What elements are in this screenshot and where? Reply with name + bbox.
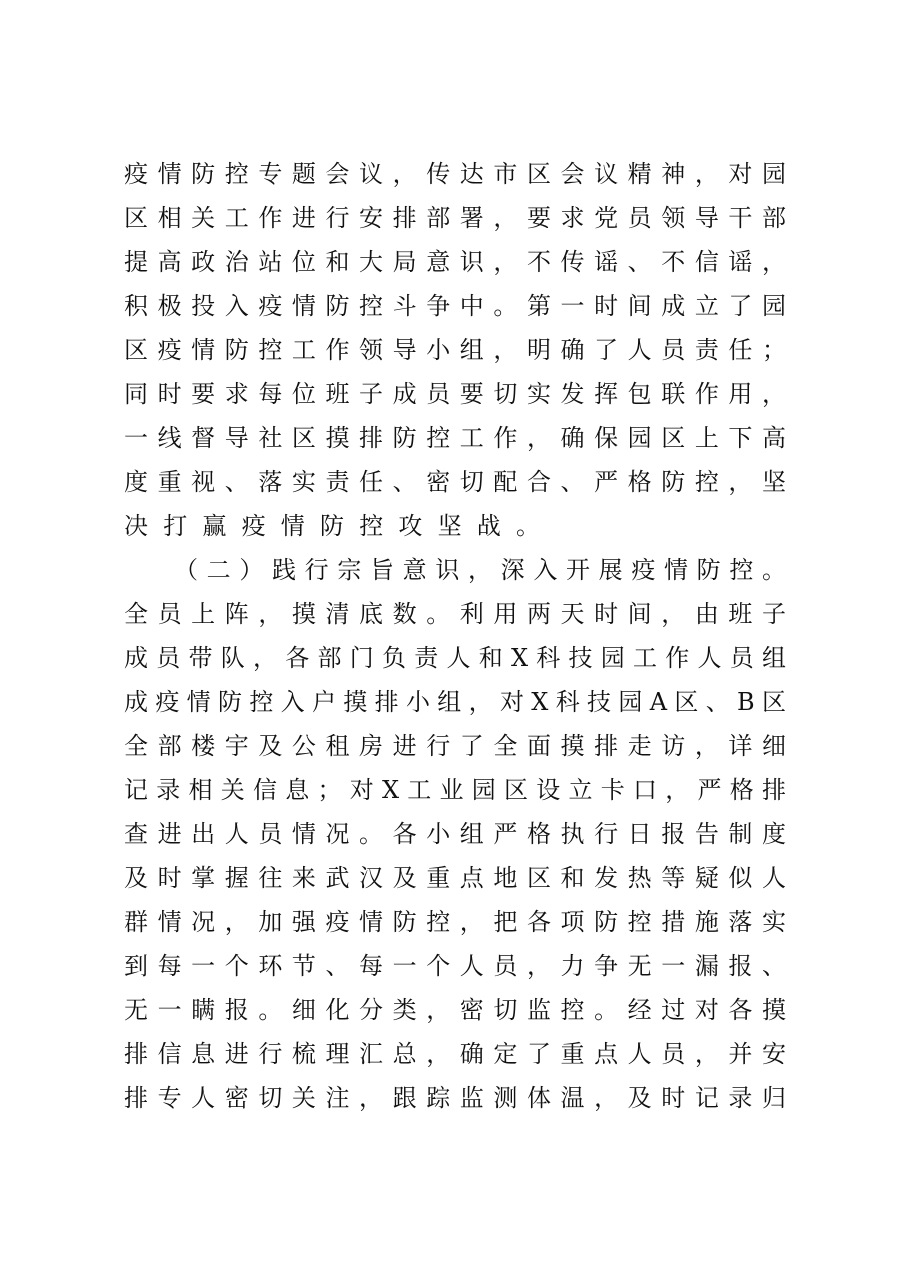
text-line: 群情况，加强疫情防控，把各项防控措施落实: [124, 908, 786, 936]
text-line: 及时掌握往来武汉及重点地区和发热等疑似人: [124, 864, 786, 892]
text-line: 排信息进行梳理汇总，确定了重点人员，并安: [124, 1040, 786, 1068]
text-line: 积极投入疫情防控斗争中。第一时间成立了园: [124, 292, 786, 320]
paragraph-end-line: 决打赢疫情防控攻坚战。: [124, 512, 556, 540]
text-line: 成员带队，各部门负责人和X科技园工作人员组: [124, 644, 786, 672]
text-line: 全部楼宇及公租房进行了全面摸排走访，详细: [124, 732, 786, 760]
text-line: 成疫情防控入户摸排小组，对X科技园A区、B区: [124, 688, 786, 716]
text-line: 区疫情防控工作领导小组，明确了人员责任；: [124, 336, 786, 364]
text-line: 度重视、落实责任、密切配合、严格防控，坚: [124, 468, 786, 496]
section-heading-line: （二）践行宗旨意识，深入开展疫情防控。: [174, 556, 786, 584]
text-line: 区相关工作进行安排部署，要求党员领导干部: [124, 204, 786, 232]
text-line: 提高政治站位和大局意识，不传谣、不信谣，: [124, 248, 786, 276]
text-line: 全员上阵，摸清底数。利用两天时间，由班子: [124, 600, 786, 628]
text-line: 到每一个环节、每一个人员，力争无一漏报、: [124, 952, 786, 980]
text-line: 疫情防控专题会议，传达市区会议精神，对园: [124, 160, 786, 188]
text-line: 同时要求每位班子成员要切实发挥包联作用，: [124, 380, 786, 408]
text-line: 查进出人员情况。各小组严格执行日报告制度: [124, 820, 786, 848]
text-line: 一线督导社区摸排防控工作，确保园区上下高: [124, 424, 786, 452]
text-line: 无一瞒报。细化分类，密切监控。经过对各摸: [124, 996, 786, 1024]
document-body: [124, 152, 786, 1120]
text-line: 记录相关信息；对X工业园区设立卡口，严格排: [124, 776, 786, 804]
text-line: 排专人密切关注，跟踪监测体温，及时记录归: [124, 1084, 786, 1112]
